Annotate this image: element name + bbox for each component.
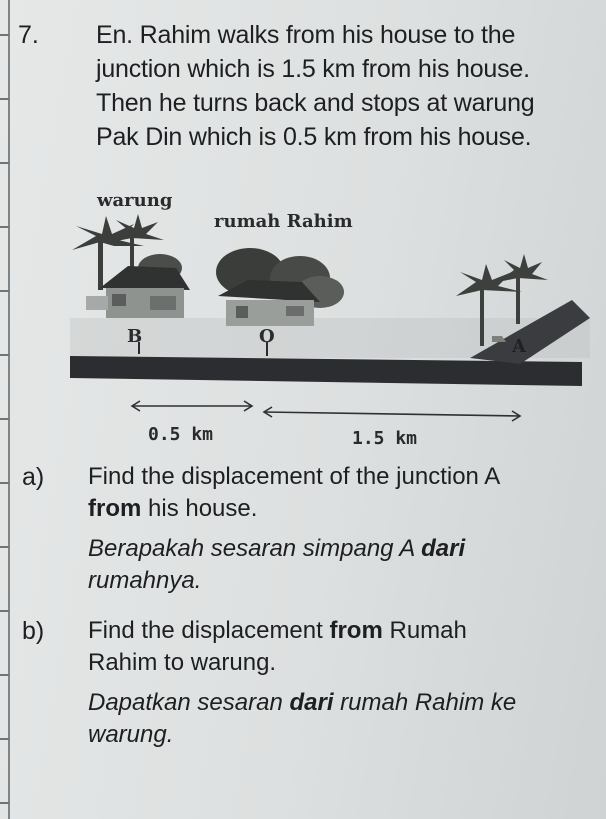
part-a-label: a)	[22, 463, 45, 491]
part-b-en-line: Rahim to warung.	[88, 649, 277, 676]
part-a-ms-line	[88, 533, 598, 565]
label-point-b: B	[127, 326, 143, 347]
margin-tick	[0, 738, 9, 740]
margin-tick	[0, 482, 9, 484]
part-a-ms-bold-word: dari	[421, 535, 466, 562]
distance-label-right: 1.5 km	[352, 428, 418, 449]
part-a-text	[88, 461, 598, 597]
question-line: En. Rahim walks from his house to the	[96, 21, 516, 49]
part-b-label: b)	[22, 617, 45, 645]
part-b-text	[88, 615, 598, 751]
part-a-en-rest: his house.	[141, 495, 258, 522]
label-rumah-rahim: rumah Rahim	[214, 211, 353, 232]
margin-tick	[0, 610, 9, 612]
distance-arrow-right	[264, 407, 520, 421]
question-body	[96, 18, 596, 154]
margin-tick	[0, 546, 9, 548]
margin-tick	[0, 674, 9, 676]
margin-tick	[0, 34, 9, 36]
question-line: junction which is 1.5 km from his house.	[96, 55, 530, 83]
part-b-en-bold-word: from	[329, 617, 383, 644]
part-a-en-line: Find the displacement of the junction A	[88, 463, 501, 490]
question-line: Then he turns back and stops at warung	[96, 89, 535, 117]
part-b-ms-bold-word: dari	[289, 689, 334, 716]
label-point-o: O	[259, 326, 275, 347]
part-a-ms-line: rumahnya.	[88, 567, 202, 594]
part-b-ms-post: rumah Rahim ke	[333, 689, 517, 716]
part-a-ms-pre: Berapakah sesaran simpang A	[88, 535, 422, 562]
question-line: Pak Din which is 0.5 km from his house.	[96, 123, 532, 151]
part-b-en-post: Rumah	[382, 617, 467, 644]
margin-tick	[0, 162, 9, 164]
part-b-en-pre: Find the displacement	[88, 617, 330, 644]
part-b-ms-line: warung.	[88, 721, 174, 748]
part-a-en-line	[88, 493, 598, 525]
part-b-en-line	[88, 615, 598, 647]
part-a-bold-word: from	[88, 495, 142, 522]
part-b-ms-line	[88, 687, 598, 719]
margin-tick	[0, 802, 9, 804]
part-b-ms-pre: Dapatkan sesaran	[88, 689, 290, 716]
distance-arrow-left	[132, 401, 252, 411]
margin-tick	[0, 98, 9, 100]
label-warung: warung	[97, 190, 173, 211]
distance-label-left: 0.5 km	[148, 424, 214, 445]
label-point-a: A	[512, 336, 526, 357]
question-number: 7.	[18, 21, 39, 49]
